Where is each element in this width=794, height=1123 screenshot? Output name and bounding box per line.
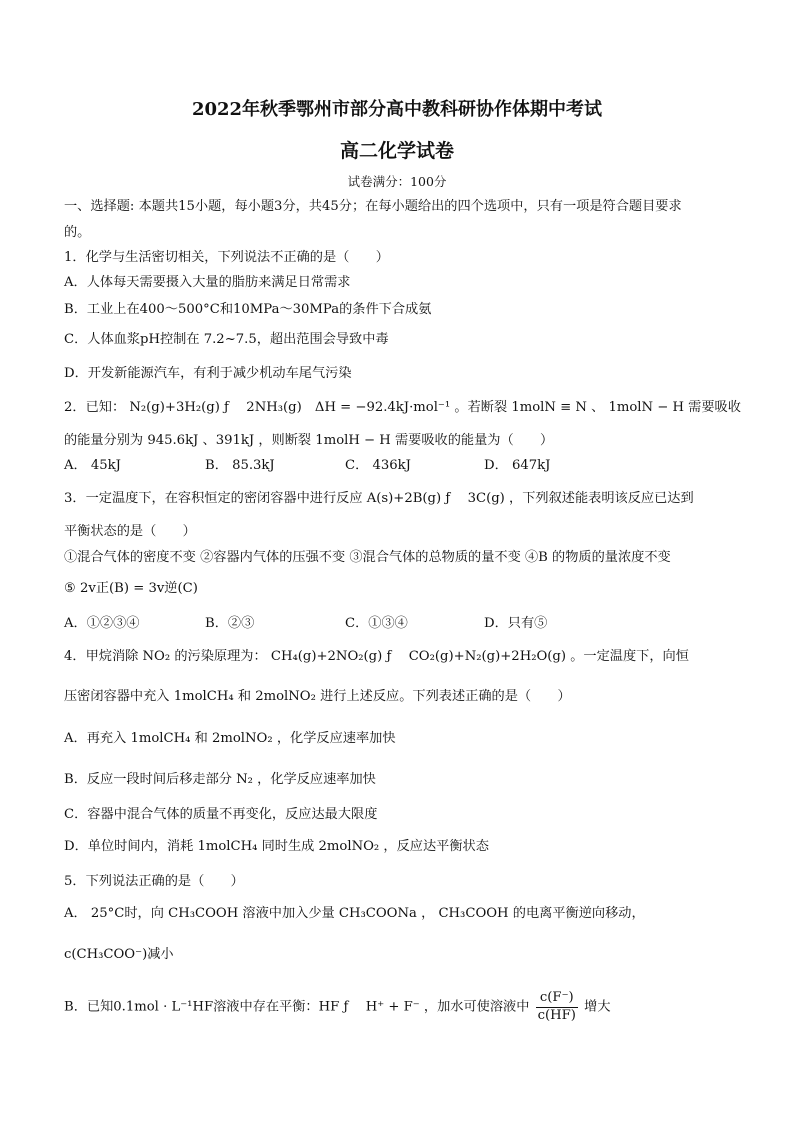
q2-option-c: C． 436kJ (345, 458, 411, 473)
section-intro-line2: 的。 (64, 225, 91, 240)
q2-option-b: B． 85.3kJ (205, 458, 275, 473)
q3-option-c: C．①③④ (345, 616, 408, 631)
q4-option-c: C．容器中混合气体的质量不再变化，反应达最大限度 (64, 807, 378, 822)
q3-statements: ①混合气体的密度不变 ②容器内气体的压强不变 ③混合气体的总物质的量不变 ④B 的物质的量浓度不变 (64, 550, 671, 565)
q1-option-b: B．工业上在400～500°C和10MPa～30MPa的条件下合成氨 (64, 302, 432, 317)
q1-option-c: C．人体血浆pH控制在 7.2~7.5，超出范围会导致中毒 (64, 332, 389, 347)
q3-option-b: B．②③ (205, 616, 255, 631)
q2-stem-line1: 2．已知： N₂(g)+3H₂(g) ƒ 2NH₃(g) ΔH = −92.4kJ·mol⁻¹ 。若断裂 1molN ≡ N 、 1molN − H 需要吸收 (64, 400, 741, 415)
q4-option-b: B．反应一段时间后移走部分 N₂ ，化学反应速率加快 (64, 772, 376, 787)
q5-option-a-line1: A． 25°C时，向 CH₃COOH 溶液中加入少量 CH₃COONa ， CH₃COOH 的电离平衡逆向移动， (64, 906, 645, 921)
q5-option-b-tail: 增大 (584, 999, 611, 1015)
q3-option-d: D．只有⑤ (484, 616, 548, 631)
exam-subtitle: 高二化学试卷 (339, 140, 454, 162)
q3-stem-line2: 平衡状态的是（ ） (64, 524, 196, 539)
q2-stem-line2: 的能量分别为 945.6kJ 、391kJ ，则断裂 1molH − H 需要吸收的能量为（ ） (64, 433, 554, 448)
concentration-ratio-fraction (536, 990, 578, 1024)
q4-stem-line1: 4．甲烷消除 NO₂ 的污染原理为： CH₄(g)+2NO₂(g) ƒ CO₂(g)+N₂(g)+2H₂O(g) 。一定温度下，向恒 (64, 649, 689, 664)
q1-option-d: D．开发新能源汽车，有利于减少机动车尾气污染 (64, 366, 352, 381)
section-intro-line1: 一、选择题: 本题共15小题，每小题3分，共45分；在每小题给出的四个选项中，只有一项是符合题目要求 (64, 199, 682, 214)
q1-option-a: A．人体每天需要摄入大量的脂肪来满足日常需求 (64, 275, 351, 290)
exam-title: 2022年秋季鄂州市部分高中教科研协作体期中考试 (191, 99, 603, 120)
q3-stem-line1: 3．一定温度下，在容积恒定的密闭容器中进行反应 A(s)+2B(g) ƒ 3C(g) ，下列叙述能表明该反应已达到 (64, 491, 694, 506)
q5-option-b-text: B．已知0.1mol · L⁻¹HF溶液中存在平衡：HF ƒ H⁺ + F⁻ ，加水可使溶液中 (64, 999, 530, 1015)
q4-stem-line2: 压密闭容器中充入 1molCH₄ 和 2molNO₂ 进行上述反应。下列表述正确的是（ ） (64, 689, 571, 704)
q1-stem: 1．化学与生活密切相关，下列说法不正确的是（ ） (64, 250, 389, 265)
q2-option-a: A． 45kJ (64, 458, 121, 473)
fraction-denominator: c(HF) (537, 1007, 576, 1023)
q2-option-d: D． 647kJ (484, 458, 551, 473)
q4-option-a: A．再充入 1molCH₄ 和 2molNO₂ ，化学反应速率加快 (64, 731, 396, 746)
q5-option-a-line2: c(CH₃COO⁻)减小 (64, 947, 174, 962)
fraction-numerator: c(F⁻) (536, 990, 578, 1008)
q3-statement-5: ⑤ 2v正(B) = 3v逆(C) (64, 581, 198, 596)
q3-option-a: A．①②③④ (64, 616, 140, 631)
q5-stem: 5．下列说法正确的是（ ） (64, 874, 244, 889)
q5-option-b (64, 990, 611, 1024)
score-line: 试卷满分：100分 (347, 174, 447, 189)
q4-option-d: D．单位时间内，消耗 1molCH₄ 同时生成 2molNO₂ ，反应达平衡状态 (64, 839, 489, 854)
